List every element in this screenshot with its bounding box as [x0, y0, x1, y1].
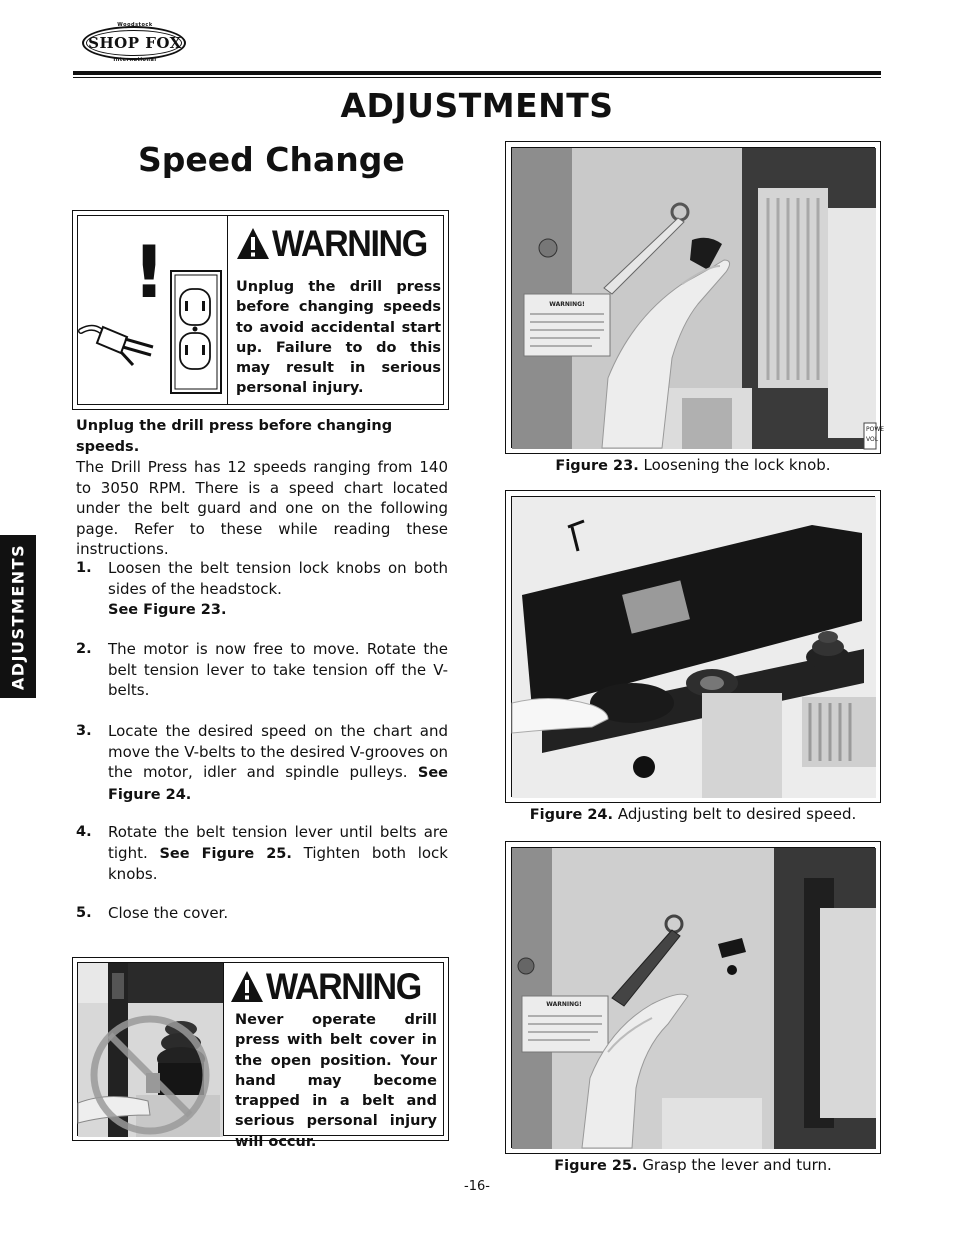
side-tab — [0, 535, 36, 698]
figure-25-frame — [505, 841, 881, 1154]
logo-bottom-text: International — [113, 57, 157, 63]
decal-title: WARNING! — [546, 1001, 582, 1008]
figure-25-photo — [511, 847, 875, 1148]
logo-top-text: Woodstock — [117, 22, 153, 28]
figure-23-frame — [505, 141, 885, 454]
decal-title: WARNING! — [549, 301, 585, 308]
intro-paragraph — [76, 416, 448, 560]
step-text: Loosen the belt tension lock knobs on both sides of the headstock. — [108, 559, 448, 598]
figure-reference: See Figure 25. — [159, 845, 292, 862]
figure-reference: See Figure 24. — [108, 765, 448, 803]
svg-text:!: ! — [132, 230, 166, 314]
step-text: The motor is now free to move. Rotate the belt tension lever to take tension off the V-belts. — [108, 640, 448, 699]
figure-caption-text: Loosening the lock knob. — [643, 456, 831, 474]
warning-header — [235, 223, 440, 265]
figure-23-photo — [511, 147, 885, 448]
warning-triangle-icon — [235, 226, 271, 262]
figure-24-frame — [505, 490, 881, 803]
warning-heading: WARNING — [266, 966, 421, 1007]
page-title: Speed Change — [138, 140, 405, 179]
figure-24-photo — [511, 496, 875, 797]
figure-23-caption — [505, 456, 881, 474]
figure-label: Figure 23. — [555, 458, 639, 474]
step-number: 1. — [76, 560, 92, 576]
step-1 — [76, 558, 448, 621]
warning-text: Unplug the drill press before changing speeds to avoid accidental start up. Failure to do this may result in serious personal injury. — [236, 279, 441, 397]
page-number: -16- — [464, 1179, 490, 1194]
warning-triangle-icon — [229, 969, 265, 1005]
step-text: Rotate the belt tension lever until belts are tight. — [108, 823, 448, 862]
step-text: Close the cover. — [108, 904, 229, 922]
grasp-lever-illustration — [512, 848, 876, 1149]
belt-cover-warning-box — [72, 957, 449, 1150]
step-number: 3. — [76, 723, 92, 739]
intro-lead: Unplug the drill press before changing speeds. — [76, 418, 393, 455]
figure-24-caption — [505, 805, 881, 823]
loosening-lock-knob-illustration — [512, 148, 885, 449]
warning-header — [229, 966, 434, 1008]
figure-caption-text: Adjusting belt to desired speed. — [617, 805, 857, 823]
unplugged-outlet-icon — [81, 219, 227, 399]
section-title: ADJUSTMENTS — [340, 86, 614, 125]
warning-text: Never operate drill press with belt cover in the open position. Your hand may become trapped in a belt and serious personal injury will occur. — [235, 1012, 437, 1150]
step-4 — [76, 822, 448, 885]
figure-25-caption — [505, 1156, 881, 1174]
unplug-warning-box — [72, 210, 449, 410]
step-number: 5. — [76, 905, 92, 921]
figure-label: Figure 24. — [529, 807, 614, 823]
step-text: Locate the desired speed on the chart and move the V-belts to the desired V-grooves on the motor, idler and spindle pulleys. — [108, 722, 448, 781]
side-tab-label: ADJUSTMENTS — [8, 543, 28, 691]
step-5 — [76, 903, 448, 924]
adjusting-belt-illustration — [512, 497, 876, 798]
step-3 — [76, 721, 448, 805]
open-belt-cover-photo — [78, 963, 223, 1137]
figure-label: Figure 25. — [554, 1158, 638, 1174]
shop-fox-logo — [82, 22, 188, 64]
panel-label-b: VOL — [866, 436, 879, 443]
panel-label-a: POWE — [866, 426, 885, 433]
figure-caption-text: Grasp the lever and turn. — [642, 1156, 832, 1174]
warning-heading: WARNING — [272, 223, 427, 264]
intro-body: The Drill Press has 12 speeds ranging from 140 to 3050 RPM. There is a speed chart located under the belt guard and one on the following page. Refer to these while reading these instructions. — [76, 458, 448, 558]
step-2 — [76, 639, 448, 701]
step-number: 4. — [76, 824, 92, 840]
figure-reference: See Figure 23. — [108, 602, 227, 618]
logo-brand: SHOP FOX — [88, 34, 182, 52]
step-number: 2. — [76, 641, 92, 657]
step-text-continued: Tighten both lock knobs. — [108, 843, 448, 883]
header-rule-thin — [73, 77, 881, 78]
header-rule — [73, 71, 881, 75]
